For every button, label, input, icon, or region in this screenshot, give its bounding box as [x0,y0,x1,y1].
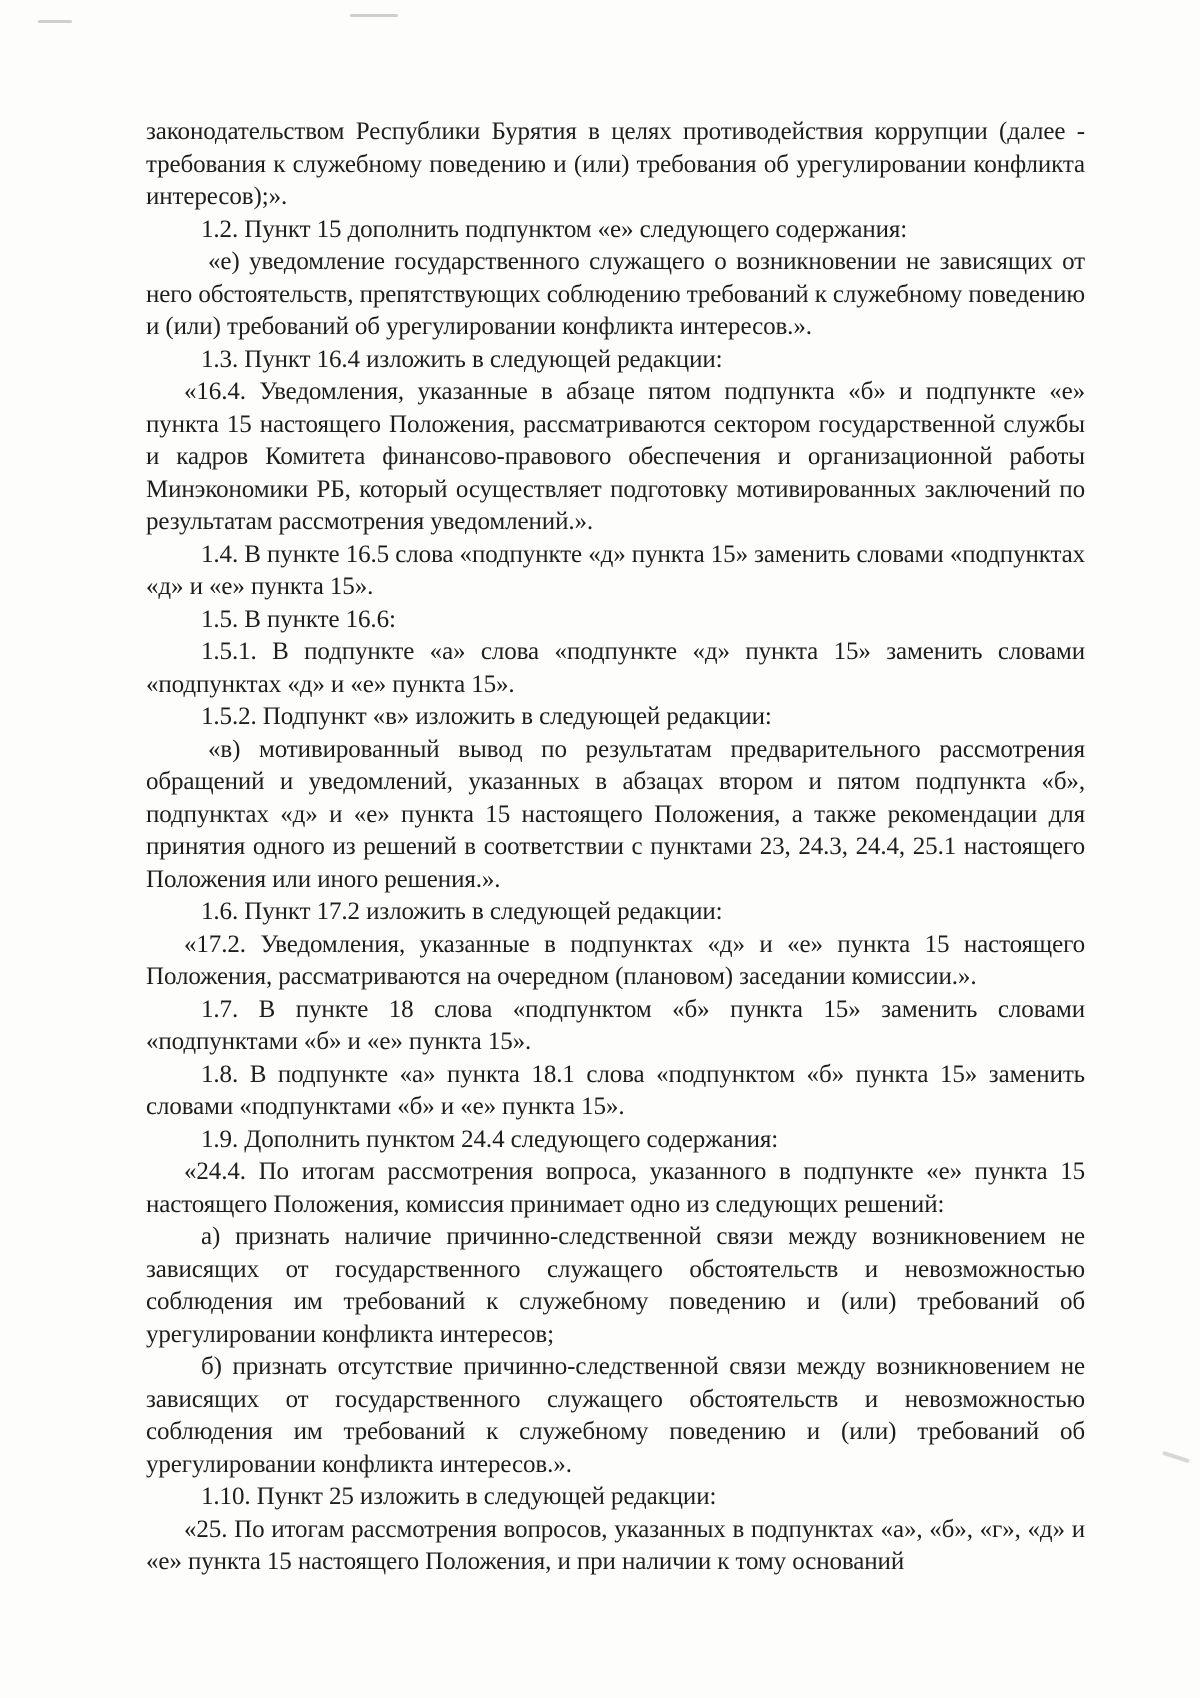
clause-1-2: 1.2. Пункт 15 дополнить подпунктом «е» следующего содержания: [201,215,908,243]
paragraph-continuation: законодательством Республики Бурятия в целях противодействия коррупции (далее - требования к служебному поведению и (или) требования об урегулировании конфликта интересов);». [146,118,1085,210]
clause-1-4: 1.4. В пункте 16.5 слова «подпункте «д» пункта 15» заменить словами «подпунктах «д» и «е» пункта 15». [146,540,1085,600]
scan-artifact [1162,1451,1190,1463]
clause-1-5-1: 1.5.1. В подпункте «а» слова «подпункте «д» пункта 15» заменить словами «подпунктах «д» и «е» пункта 15». [146,638,1085,698]
clause-1-10: 1.10. Пункт 25 изложить в следующей редакции: [201,1483,717,1510]
clause-1-9: 1.9. Дополнить пунктом 24.4 следующего содержания: [201,1125,779,1153]
clause-1-6: 1.6. Пункт 17.2 изложить в следующей редакции: [201,898,723,925]
clause-1-9-quote: «24.4. По итогам рассмотрения вопроса, указанного в подпункте «е» пункта 15 настоящего Положения, комиссия принимает одно из следующих решений: [146,1158,1085,1218]
document-body [146,116,1085,1579]
clause-1-5-2: 1.5.2. Подпункт «в» изложить в следующей редакции: [201,703,772,730]
clause-1-6-quote: «17.2. Уведомления, указанные в подпунктах «д» и «е» пункта 15 настоящего Положения, рассматриваются на очередном (плановом) заседании комиссии.». [146,930,1085,990]
clause-1-8: 1.8. В подпункте «а» пункта 18.1 слова «подпунктом «б» пункта 15» заменить словами «подпунктами «б» и «е» пункта 15». [146,1060,1085,1120]
clause-1-7: 1.7. В пункте 18 слова «подпунктом «б» пункта 15» заменить словами «подпунктами «б» и «е» пункта 15». [146,995,1085,1055]
clause-1-5-2-quote: «в) мотивированный вывод по результатам предварительного рассмотрения обращений и уведомлений, указанных в абзацах втором и пятом подпункта «б», подпунктах «д» и «е» пункта 15 настоящего Положения, а также рекомендации для принятия одного из решений в соответствии с пунктами 23, 24.3, 24.4, 25.1 настоящего Положения или иного решения.». [146,735,1085,893]
scan-artifact [350,14,398,17]
clause-1-10-quote: «25. По итогам рассмотрения вопросов, указанных в подпунктах «а», «б», «г», «д» и «е» пункта 15 настоящего Положения, и при наличии к тому оснований [146,1515,1085,1575]
clause-1-9-item-a: а) признать наличие причинно-следственной связи между возникновением не зависящих от государственного служащего обстоятельств и невозможностью соблюдения им требований к служебному поведению и (или) требований об урегулировании конфликта интересов; [146,1223,1085,1348]
clause-1-5: 1.5. В пункте 16.6: [201,605,396,633]
scan-artifact [38,20,72,23]
clause-1-3: 1.3. Пункт 16.4 изложить в следующей редакции: [201,345,723,373]
clause-1-2-quote: «е) уведомление государственного служащего о возникновении не зависящих от него обстоятельств, препятствующих соблюдению требований к служебному поведению и (или) требований об урегулировании конфликта интересов.». [146,248,1085,340]
clause-1-3-quote: «16.4. Уведомления, указанные в абзаце пятом подпункта «б» и подпункте «е» пункта 15 настоящего Положения, рассматриваются сектором государственной службы и кадров Комитета финансово-правового обеспечения и организационной работы Минэкономики РБ, который осуществляет подготовку мотивированных заключений по результатам рассмотрения уведомлений.». [146,378,1085,535]
clause-1-9-item-b: б) признать отсутствие причинно-следственной связи между возникновением не зависящих от государственного служащего обстоятельств и невозможностью соблюдения им требований к служебному поведению и (или) требований об урегулировании конфликта интересов.». [146,1353,1085,1478]
